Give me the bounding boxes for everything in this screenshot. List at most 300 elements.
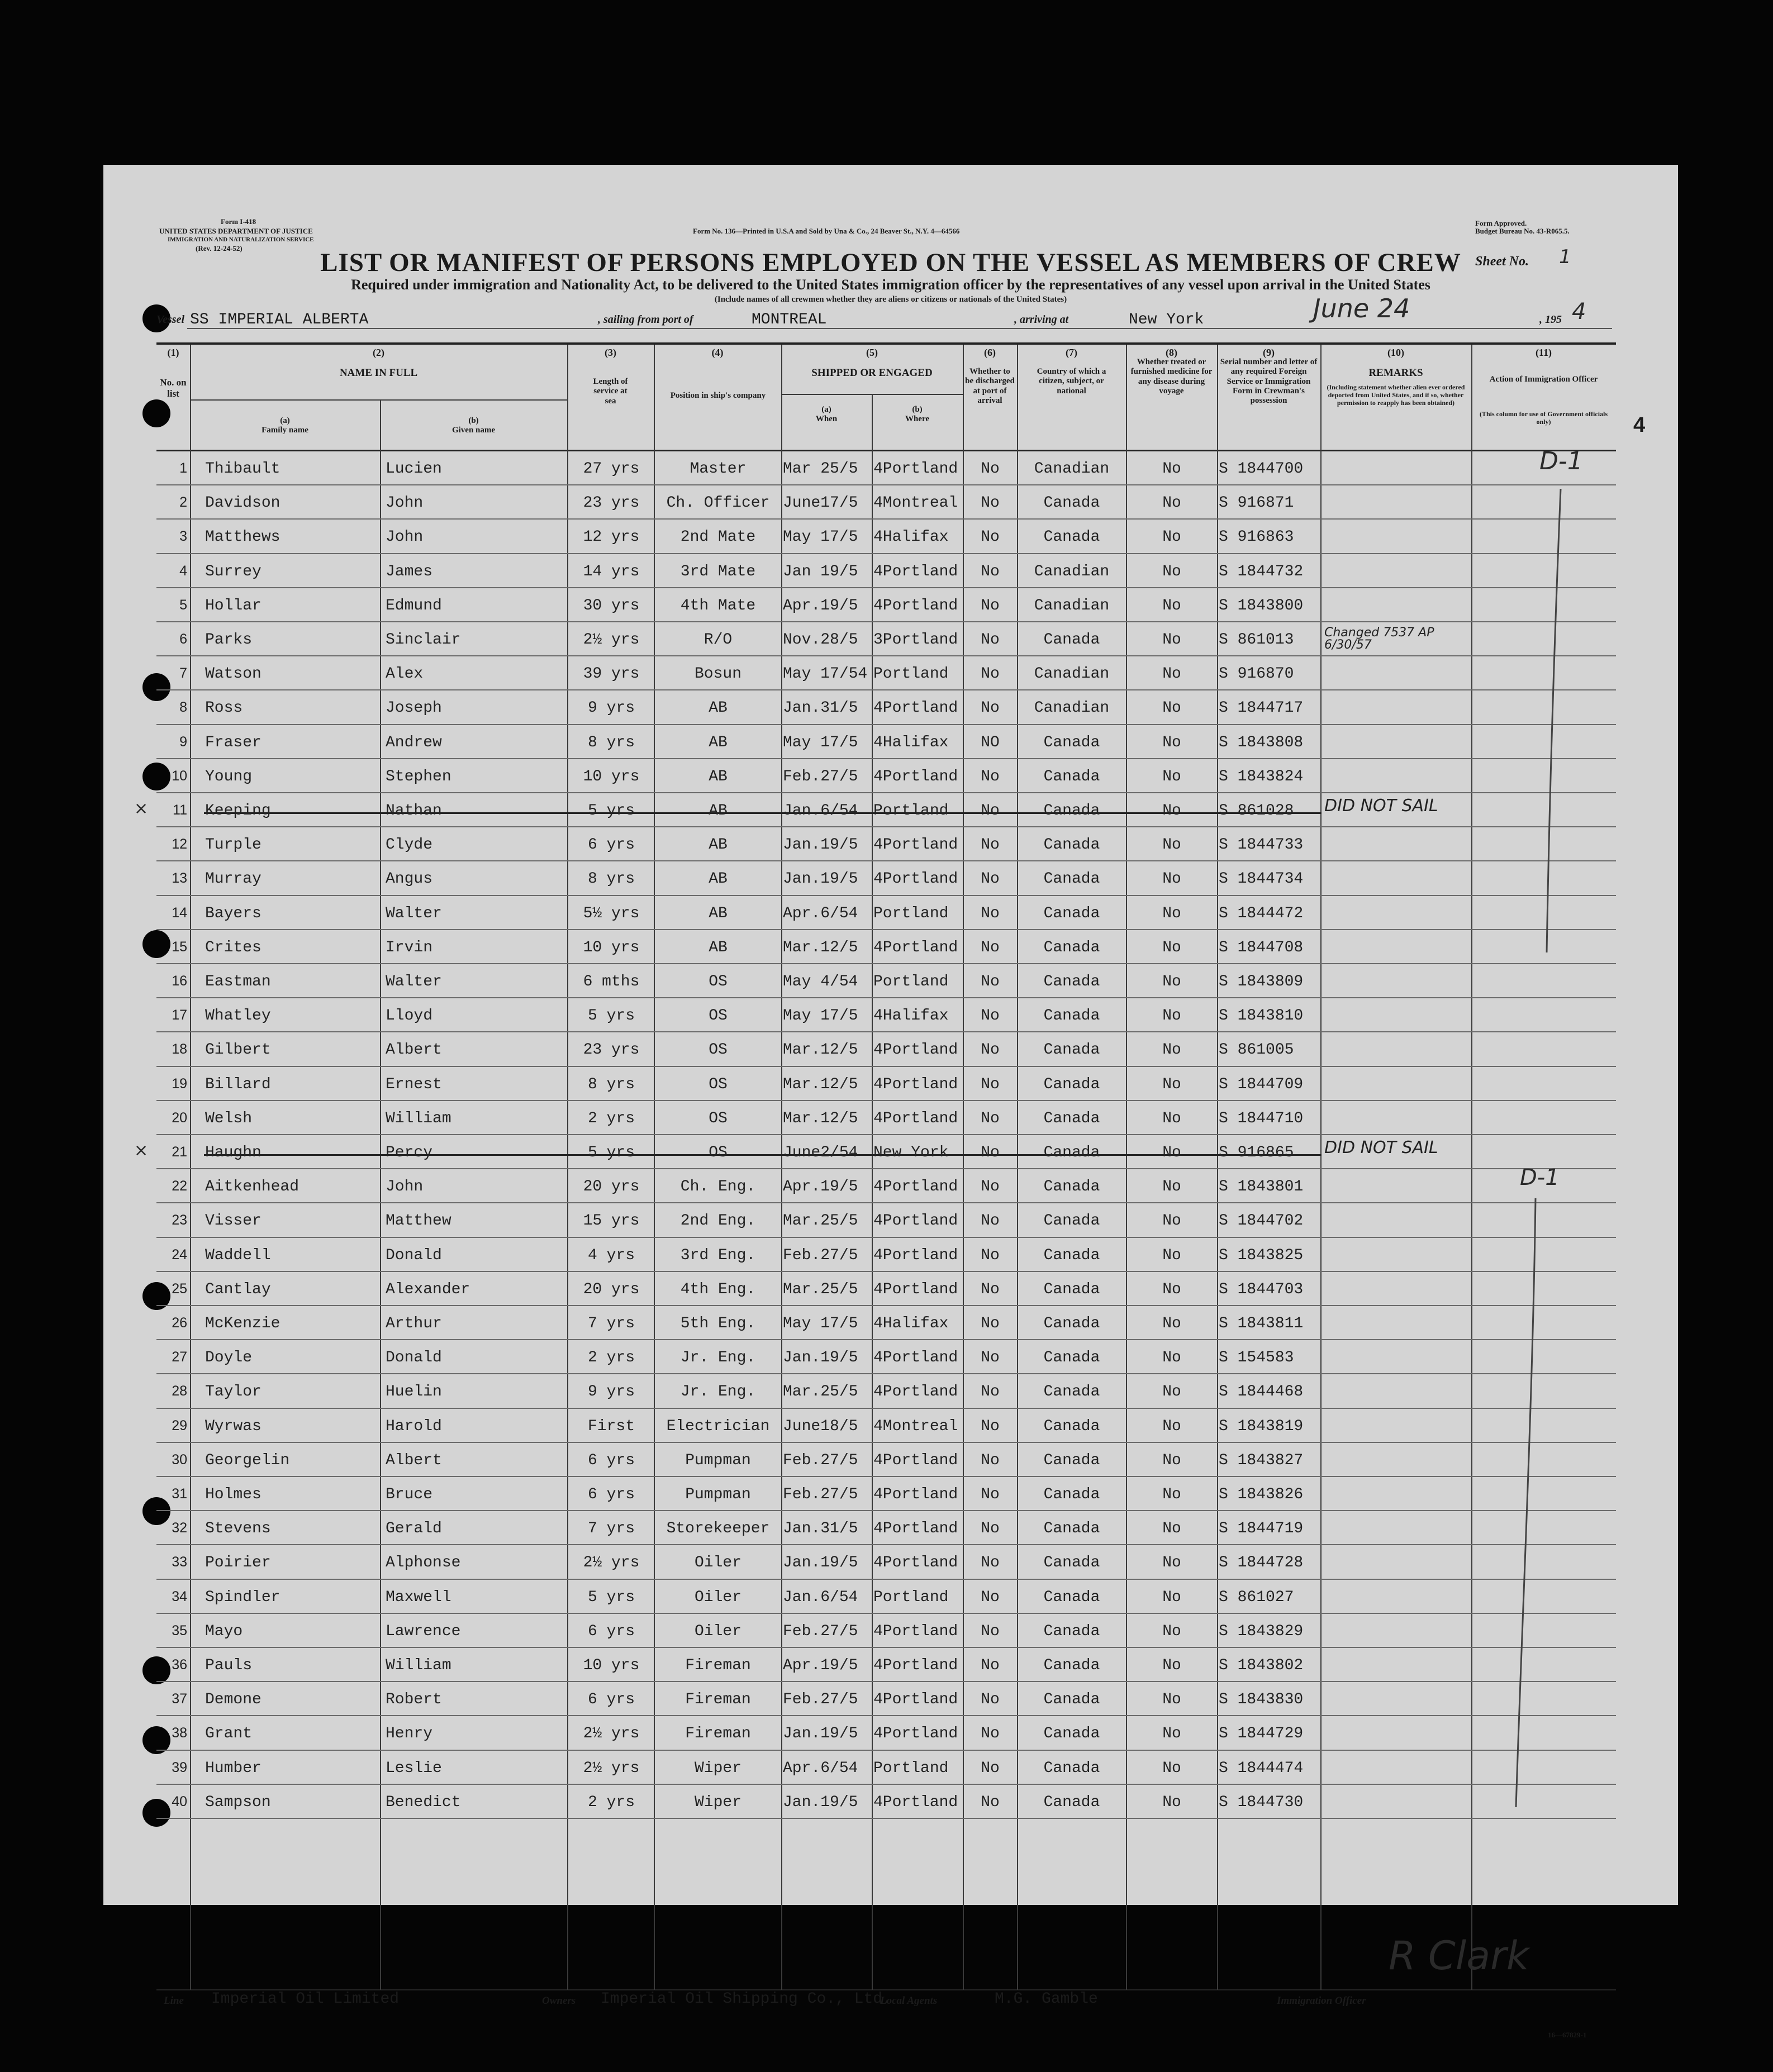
col10-note: (Including statement whether alien ever ordered deported from United States, and if so, whether permission to reapply has been obtained) <box>1327 383 1465 407</box>
position: OS <box>709 1007 728 1025</box>
shipped-where: 4Portland <box>873 1246 958 1264</box>
sailing-port: MONTREAL <box>752 311 827 328</box>
serial-number: S 1843808 <box>1219 733 1304 751</box>
row-number: 16 <box>172 973 187 989</box>
column-divider <box>1017 345 1018 1990</box>
form-approval: Form Approved. <box>1475 219 1527 227</box>
row-divider <box>156 587 1616 588</box>
discharged: No <box>981 939 1000 956</box>
treated: No <box>1162 563 1181 580</box>
country: Canada <box>1043 1691 1100 1709</box>
row-number: 11 <box>173 802 187 818</box>
family-name: Fraser <box>205 733 262 751</box>
position: Fireman <box>685 1691 751 1709</box>
shipped-when: May 17/54 <box>783 665 868 683</box>
treated: No <box>1162 1588 1181 1606</box>
row-number: 2 <box>179 494 187 511</box>
row-divider <box>156 484 1616 485</box>
service-length: 5 yrs <box>587 802 635 820</box>
position: OS <box>709 1075 728 1093</box>
shipped-when: Feb.27/5 <box>783 1691 858 1709</box>
serial-number: S 1844474 <box>1219 1759 1304 1777</box>
row-divider <box>156 895 1616 896</box>
given-name: Leslie <box>386 1759 442 1777</box>
row-number: 21 <box>172 1144 187 1160</box>
given-name: Irvin <box>386 939 433 956</box>
agents-label: Local Agents <box>880 1995 938 2007</box>
discharged: No <box>981 1554 1000 1572</box>
row-number: 12 <box>172 836 187 852</box>
name-subdivider <box>190 399 567 401</box>
shipped-when: Mar.12/5 <box>783 1041 858 1059</box>
given-name: William <box>386 1109 451 1127</box>
serial-number: S 1844734 <box>1219 870 1304 888</box>
country: Canadian <box>1034 699 1110 717</box>
row-divider <box>156 655 1616 656</box>
service-length: 9 yrs <box>587 699 635 717</box>
discharged: No <box>981 1280 1000 1298</box>
form-number: Form I-418 <box>221 217 256 226</box>
row-divider <box>156 553 1616 554</box>
position: AB <box>709 939 728 956</box>
country: Canada <box>1043 1212 1100 1230</box>
officer-signature: R Clark <box>1389 1933 1529 1979</box>
col2b-header: (b) Given name <box>451 416 496 435</box>
given-name: Walter <box>386 973 442 990</box>
country: Canada <box>1043 1109 1100 1127</box>
family-name: Surrey <box>205 563 262 580</box>
discharged: No <box>981 1793 1000 1811</box>
row-number: 5 <box>179 597 187 613</box>
col7-header: Country of which a citizen, subject, or national <box>1037 367 1106 396</box>
owners-value: Imperial Oil Shipping Co., Ltd. <box>601 1990 892 2008</box>
given-name: Clyde <box>386 836 433 854</box>
position: 3rd Mate <box>680 563 756 580</box>
row-number: 18 <box>172 1041 187 1058</box>
col11-note: (This column for use of Government officials only) <box>1479 410 1608 426</box>
given-name: Alphonse <box>386 1554 461 1572</box>
service-length: 2½ yrs <box>583 1554 640 1572</box>
col1-header: No. on list <box>160 377 187 399</box>
shipped-where: 4Portland <box>873 1486 958 1503</box>
family-name: Eastman <box>205 973 271 990</box>
discharged: No <box>981 1349 1000 1367</box>
col4-header: Position in ship's company <box>670 391 766 400</box>
shipped-where: 4Portland <box>873 597 958 615</box>
serial-number: S 1844730 <box>1219 1793 1304 1811</box>
row-divider <box>156 1305 1616 1306</box>
form-title: LIST OR MANIFEST OF PERSONS EMPLOYED ON THE VESSEL AS MEMBERS OF CREW <box>320 248 1461 277</box>
discharged: No <box>981 1178 1000 1196</box>
col9-number: (9) <box>1263 347 1275 358</box>
serial-number: S 1843824 <box>1219 768 1304 785</box>
shipped-when: Jan.6/54 <box>783 802 858 820</box>
country: Canada <box>1043 494 1100 512</box>
serial-number: S 1844732 <box>1219 563 1304 580</box>
discharged: No <box>981 1725 1000 1743</box>
col5-header: SHIPPED OR ENGAGED <box>811 367 933 379</box>
family-name: Keeping <box>205 802 271 820</box>
column-divider <box>190 345 191 1990</box>
form-department: UNITED STATES DEPARTMENT OF JUSTICE <box>159 227 313 235</box>
given-name: John <box>386 494 424 512</box>
column-divider <box>963 345 964 1990</box>
serial-number: S 1844702 <box>1219 1212 1304 1230</box>
arrival-date: June 24 <box>1313 293 1410 323</box>
shipped-where: Portland <box>873 1588 949 1606</box>
serial-number: S 1844703 <box>1219 1280 1304 1298</box>
discharged: No <box>981 1212 1000 1230</box>
family-name: Poirier <box>205 1554 271 1572</box>
discharged: No <box>981 1109 1000 1127</box>
country: Canada <box>1043 1144 1100 1161</box>
service-length: 30 yrs <box>583 597 640 615</box>
shipped-when: Nov.28/5 <box>783 631 858 649</box>
service-length: 6 yrs <box>587 836 635 854</box>
given-name: Nathan <box>386 802 442 820</box>
row-number: 36 <box>172 1657 187 1673</box>
given-name: Gerald <box>386 1520 442 1538</box>
position: 3rd Eng. <box>680 1246 756 1264</box>
service-length: 20 yrs <box>583 1280 640 1298</box>
serial-number: S 916871 <box>1219 494 1294 512</box>
serial-number: S 861028 <box>1219 802 1294 820</box>
serial-number: S 1844729 <box>1219 1725 1304 1743</box>
shipped-when: Mar.12/5 <box>783 1075 858 1093</box>
treated: No <box>1162 494 1181 512</box>
row-divider <box>156 929 1616 930</box>
discharged: No <box>981 699 1000 717</box>
manifest-sheet <box>103 165 1678 2039</box>
given-name: Henry <box>386 1725 433 1743</box>
given-name: Andrew <box>386 733 442 751</box>
row-divider <box>156 724 1616 725</box>
family-name: Billard <box>205 1075 271 1093</box>
shipped-when: Jan.19/5 <box>783 870 858 888</box>
row-divider <box>156 1066 1616 1067</box>
family-name: Stevens <box>205 1520 271 1538</box>
service-length: 2½ yrs <box>583 1759 640 1777</box>
row-divider <box>156 1579 1616 1580</box>
shipped-when: Jan.19/5 <box>783 836 858 854</box>
position: Bosun <box>694 665 741 683</box>
shipped-when: Apr.19/5 <box>783 597 858 615</box>
serial-number: S 1844717 <box>1219 699 1304 717</box>
family-name: Haughn <box>205 1144 262 1161</box>
row-number: 27 <box>172 1349 187 1365</box>
given-name: Ernest <box>386 1075 442 1093</box>
position: Master <box>690 460 747 478</box>
row-number: 17 <box>172 1007 187 1023</box>
shipped-when: Apr.6/54 <box>783 904 858 922</box>
service-length: 8 yrs <box>587 870 635 888</box>
service-length: 5 yrs <box>587 1007 635 1025</box>
shipped-where: 4Portland <box>873 939 958 956</box>
service-length: 15 yrs <box>583 1212 640 1230</box>
country: Canada <box>1043 1417 1100 1435</box>
shipped-where: Portland <box>873 973 949 990</box>
given-name: Maxwell <box>386 1588 451 1606</box>
country: Canada <box>1043 1349 1100 1367</box>
serial-number: S 1843811 <box>1219 1315 1304 1332</box>
treated: No <box>1162 836 1181 854</box>
shipped-where: 4Portland <box>873 1451 958 1469</box>
treated: No <box>1162 460 1181 478</box>
struck-row-mark: × <box>134 1141 149 1160</box>
discharged: No <box>981 1041 1000 1059</box>
given-name: Sinclair <box>386 631 461 649</box>
country: Canada <box>1043 1178 1100 1196</box>
family-name: Spindler <box>205 1588 281 1606</box>
shipped-when: Jan.31/5 <box>783 1520 858 1538</box>
family-name: Wyrwas <box>205 1417 262 1435</box>
position: Jr. Eng. <box>680 1383 756 1401</box>
treated: No <box>1162 1178 1181 1196</box>
serial-number: S 916865 <box>1219 1144 1294 1161</box>
strike-through-line <box>204 812 1322 814</box>
row-number: 31 <box>172 1486 187 1502</box>
given-name: Matthew <box>386 1212 451 1230</box>
discharged: No <box>981 1691 1000 1709</box>
table-top-border <box>156 342 1616 345</box>
treated: No <box>1162 1520 1181 1538</box>
country: Canada <box>1043 1075 1100 1093</box>
row-number: 28 <box>172 1383 187 1399</box>
col2-header: NAME IN FULL <box>339 367 418 379</box>
shipped-where: 4Montreal <box>873 1417 958 1435</box>
shipped-when: Mar.12/5 <box>783 1109 858 1127</box>
col10-number: (10) <box>1387 347 1404 358</box>
discharged: No <box>981 870 1000 888</box>
row-divider <box>156 1476 1616 1477</box>
row-number: 40 <box>172 1793 187 1809</box>
discharged: No <box>981 1075 1000 1093</box>
row-number: 1 <box>179 460 187 476</box>
family-name: Parks <box>205 631 253 649</box>
shipped-when: Feb.27/5 <box>783 1486 858 1503</box>
country: Canadian <box>1034 563 1110 580</box>
family-name: Turple <box>205 836 262 854</box>
officer-mark: D-1 <box>1539 447 1583 475</box>
row-number: 34 <box>172 1588 187 1604</box>
country: Canada <box>1043 1280 1100 1298</box>
treated: No <box>1162 1657 1181 1674</box>
shipped-where: 4Halifax <box>873 733 949 751</box>
shipped-where: 4Montreal <box>873 494 958 512</box>
row-number: 3 <box>179 528 187 545</box>
row-number: 35 <box>172 1622 187 1638</box>
shipped-when: Jan.31/5 <box>783 699 858 717</box>
year-digit: 4 <box>1572 299 1586 325</box>
treated: No <box>1162 1554 1181 1572</box>
position: Fireman <box>685 1725 751 1743</box>
shipped-where: 4Portland <box>873 768 958 785</box>
row-number: 26 <box>172 1315 187 1331</box>
col10-header: REMARKS <box>1368 367 1423 379</box>
treated: No <box>1162 1622 1181 1640</box>
serial-number: S 1843810 <box>1219 1007 1304 1025</box>
discharged: No <box>981 973 1000 990</box>
treated: No <box>1162 631 1181 649</box>
discharged: No <box>981 1007 1000 1025</box>
sheet-number-value: 1 <box>1559 246 1571 268</box>
form-subtitle: Required under immigration and Nationality Act, to be delivered to the United States immigration officer by the representatives of any vessel upon arrival in the United States <box>351 277 1430 293</box>
position: 5th Eng. <box>680 1315 756 1332</box>
family-name: Pauls <box>205 1657 253 1674</box>
col6-header: Whether to be discharged at port of arrival <box>965 367 1015 405</box>
row-number: 4 <box>179 563 187 579</box>
col3-header: Length of service at sea <box>593 377 628 406</box>
position: AB <box>709 733 728 751</box>
treated: No <box>1162 939 1181 956</box>
discharged: No <box>981 1315 1000 1332</box>
service-length: 6 yrs <box>587 1691 635 1709</box>
row-divider <box>156 1818 1616 1819</box>
position: 4th Eng. <box>680 1280 756 1298</box>
row-number: 29 <box>172 1417 187 1433</box>
shipped-where: 4Portland <box>873 1212 958 1230</box>
discharged: No <box>981 563 1000 580</box>
serial-number: S 1844708 <box>1219 939 1304 956</box>
vessel-underline <box>187 328 1612 329</box>
shipped-where: 4Portland <box>873 1657 958 1674</box>
given-name: John <box>386 1178 424 1196</box>
row-number: 10 <box>172 768 187 784</box>
family-name: Davidson <box>205 494 281 512</box>
given-name: Lawrence <box>386 1622 461 1640</box>
shipped-where: 4Portland <box>873 1793 958 1811</box>
position: Storekeeper <box>666 1520 770 1538</box>
family-name: Taylor <box>205 1383 262 1401</box>
shipped-when: May 17/5 <box>783 528 858 546</box>
shipped-where: New York <box>873 1144 949 1161</box>
country: Canada <box>1043 1383 1100 1401</box>
country: Canada <box>1043 1007 1100 1025</box>
col5-number: (5) <box>866 347 878 358</box>
position: OS <box>709 1144 728 1161</box>
family-name: Crites <box>205 939 262 956</box>
shipped-when: June18/5 <box>783 1417 858 1435</box>
service-length: 10 yrs <box>583 768 640 785</box>
discharged: No <box>981 1486 1000 1503</box>
country: Canada <box>1043 1554 1100 1572</box>
treated: No <box>1162 733 1181 751</box>
position: AB <box>709 836 728 854</box>
row-divider <box>156 1784 1616 1785</box>
given-name: Robert <box>386 1691 442 1709</box>
position: OS <box>709 1041 728 1059</box>
shipped-when: May 17/5 <box>783 733 858 751</box>
row-divider <box>156 1647 1616 1648</box>
service-length: 5 yrs <box>587 1588 635 1606</box>
service-length: 23 yrs <box>583 1041 640 1059</box>
row-divider <box>156 1510 1616 1511</box>
country: Canada <box>1043 836 1100 854</box>
shipped-where: Portland <box>873 665 949 683</box>
punch-hole <box>142 399 170 427</box>
discharged: NO <box>981 733 1000 751</box>
treated: No <box>1162 597 1181 615</box>
treated: No <box>1162 528 1181 546</box>
shipped-when: Apr.19/5 <box>783 1657 858 1674</box>
shipped-when: Jan.6/54 <box>783 1588 858 1606</box>
service-length: 14 yrs <box>583 563 640 580</box>
discharged: No <box>981 1383 1000 1401</box>
family-name: Mayo <box>205 1622 243 1640</box>
shipped-when: Jan.19/5 <box>783 1349 858 1367</box>
position: 4th Mate <box>680 597 756 615</box>
arriving-port: New York <box>1129 311 1204 328</box>
row-number: 9 <box>179 733 187 750</box>
country: Canada <box>1043 1451 1100 1469</box>
service-length: 7 yrs <box>587 1315 635 1332</box>
column-divider <box>1217 345 1218 1990</box>
col5b-header: (b) Where <box>905 405 930 424</box>
serial-number: S 916863 <box>1219 528 1294 546</box>
treated: No <box>1162 1246 1181 1264</box>
treated: No <box>1162 1109 1181 1127</box>
col2a-header: (a) Family name <box>262 416 308 435</box>
shipped-where: 4Portland <box>873 836 958 854</box>
vessel-label: Vessel <box>156 313 184 326</box>
column-divider <box>380 399 381 1990</box>
treated: No <box>1162 1315 1181 1332</box>
service-length: 20 yrs <box>583 1178 640 1196</box>
remark: DID NOT SAIL <box>1324 1138 1438 1158</box>
row-divider <box>156 689 1616 690</box>
serial-number: S 1844733 <box>1219 836 1304 854</box>
service-length: 6 yrs <box>587 1486 635 1503</box>
row-number: 32 <box>172 1520 187 1536</box>
row-number: 6 <box>179 631 187 647</box>
discharged: No <box>981 1417 1000 1435</box>
given-name: James <box>386 563 433 580</box>
serial-number: S 1843801 <box>1219 1178 1304 1196</box>
shipped-where: 4Portland <box>873 1520 958 1538</box>
family-name: Georgelin <box>205 1451 290 1469</box>
service-length: 2½ yrs <box>583 631 640 649</box>
shipped-where: 4Portland <box>873 1383 958 1401</box>
serial-number: S 1844728 <box>1219 1554 1304 1572</box>
serial-number: S 861005 <box>1219 1041 1294 1059</box>
given-name: Percy <box>386 1144 433 1161</box>
col5a-header: (a) When <box>815 405 838 424</box>
family-name: Murray <box>205 870 262 888</box>
country: Canadian <box>1034 665 1110 683</box>
discharged: No <box>981 1520 1000 1538</box>
shipped-where: 4Portland <box>873 1691 958 1709</box>
position: AB <box>709 768 728 785</box>
treated: No <box>1162 768 1181 785</box>
position: OS <box>709 1109 728 1127</box>
row-divider <box>156 1613 1616 1614</box>
service-length: 9 yrs <box>587 1383 635 1401</box>
family-name: Matthews <box>205 528 281 546</box>
family-name: Sampson <box>205 1793 271 1811</box>
service-length: 39 yrs <box>583 665 640 683</box>
row-divider <box>156 758 1616 759</box>
position: R/O <box>704 631 733 649</box>
position: AB <box>709 699 728 717</box>
service-length: 27 yrs <box>583 460 640 478</box>
country: Canada <box>1043 870 1100 888</box>
row-divider <box>156 518 1616 520</box>
position: Fireman <box>685 1657 751 1674</box>
row-divider <box>156 1442 1616 1443</box>
treated: No <box>1162 1486 1181 1503</box>
row-number: 37 <box>172 1691 187 1707</box>
service-length: 7 yrs <box>587 1520 635 1538</box>
